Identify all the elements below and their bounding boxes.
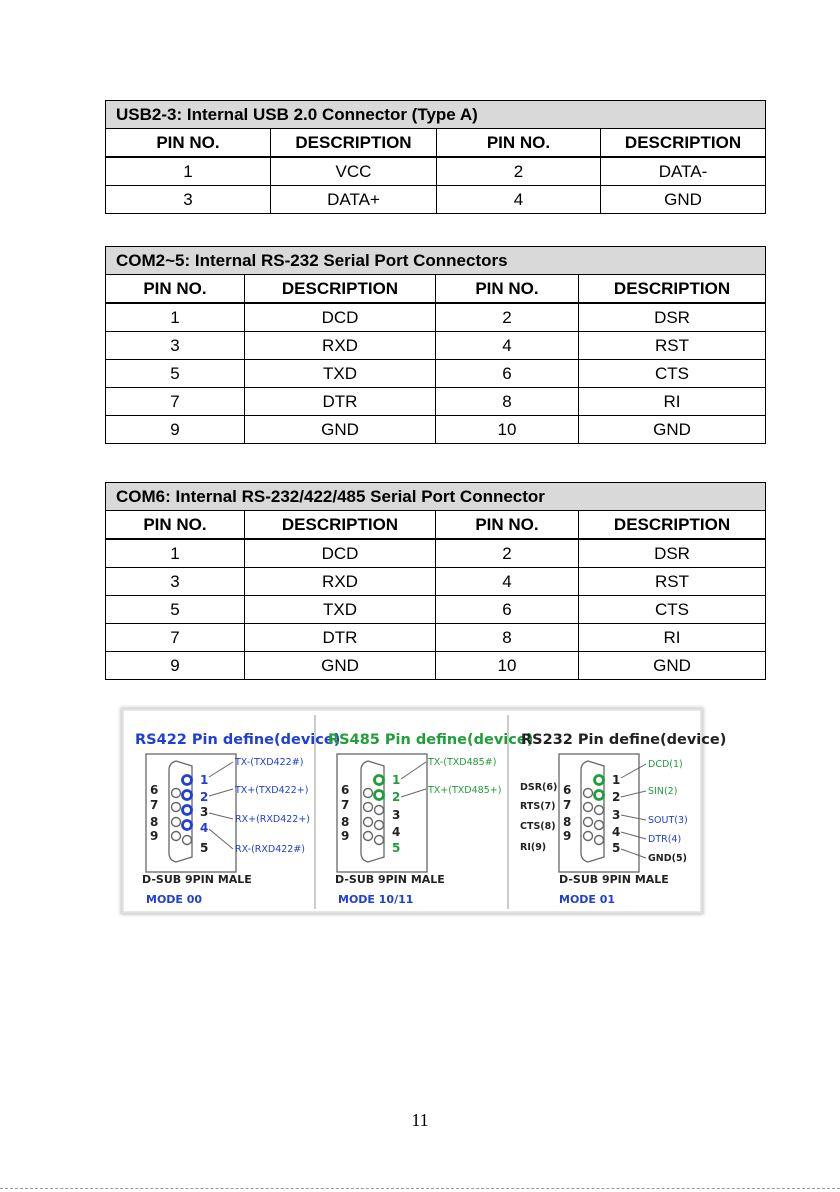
pin-hole <box>172 832 181 841</box>
pin-hole <box>364 818 373 827</box>
com2-5-table-title: COM2~5: Internal RS-232 Serial Port Connectors <box>106 247 766 275</box>
signal-label: TX+(TXD422+) <box>235 785 309 796</box>
signal-label: RTS(7) <box>520 801 556 812</box>
table-cell: VCC <box>271 157 437 186</box>
pin-number: 7 <box>563 798 572 812</box>
usb-table-title: USB2-3: Internal USB 2.0 Connector (Type A) <box>106 101 766 129</box>
table-cell: GND <box>579 416 766 444</box>
pin-number: 5 <box>200 841 209 855</box>
signal-label: DCD(1) <box>648 759 683 770</box>
pin-number: 4 <box>612 825 621 839</box>
pin-hole-active <box>183 776 192 785</box>
table-cell: 6 <box>436 360 579 388</box>
connector-type-label: D-SUB 9PIN MALE <box>559 873 669 886</box>
table-cell: RI <box>579 388 766 416</box>
table-cell: 1 <box>106 157 271 186</box>
com2-5-connector-table <box>105 246 766 444</box>
pin-hole <box>364 789 373 798</box>
table-row <box>106 416 766 444</box>
table-cell: DTR <box>245 388 436 416</box>
header-description: DESCRIPTION <box>601 129 766 158</box>
pin-number: 3 <box>200 805 209 819</box>
pin-hole <box>375 836 384 845</box>
pin-number: 1 <box>200 773 209 787</box>
pin-hole-active <box>183 821 192 830</box>
table-cell: 3 <box>106 186 271 214</box>
pin-number: 9 <box>150 829 159 843</box>
pin-number: 3 <box>612 808 621 822</box>
pin-number: 8 <box>563 815 572 829</box>
table-cell: GND <box>579 652 766 680</box>
table-cell: 6 <box>436 596 579 624</box>
header-pin-no: PIN NO. <box>436 275 579 304</box>
pin-hole-active <box>375 791 384 800</box>
rs232-title: RS232 Pin define(device) <box>521 732 727 748</box>
table-cell: DATA+ <box>271 186 437 214</box>
table-cell: 3 <box>106 332 245 360</box>
signal-label: TX-(TXD485#) <box>428 757 497 768</box>
header-description: DESCRIPTION <box>245 275 436 304</box>
pin-number: 1 <box>612 773 621 787</box>
pin-hole <box>172 803 181 812</box>
table-cell: 1 <box>106 303 245 332</box>
pin-hole <box>584 832 593 841</box>
signal-label: CTS(8) <box>520 821 556 832</box>
header-pin-no: PIN NO. <box>106 511 245 540</box>
table-cell: TXD <box>245 360 436 388</box>
pin-hole <box>375 806 384 815</box>
table-cell: 2 <box>436 303 579 332</box>
pin-hole <box>584 818 593 827</box>
pin-number: 5 <box>392 841 401 855</box>
table-cell: RXD <box>245 568 436 596</box>
table-cell: 7 <box>106 388 245 416</box>
table-row <box>106 157 766 186</box>
pin-hole-active <box>183 791 192 800</box>
table-cell: GND <box>245 652 436 680</box>
pin-hole <box>364 832 373 841</box>
pin-number: 6 <box>563 783 572 797</box>
header-pin-no: PIN NO. <box>106 275 245 304</box>
header-description: DESCRIPTION <box>245 511 436 540</box>
table-row <box>106 596 766 624</box>
table-cell: 1 <box>106 539 245 568</box>
table-cell: 10 <box>436 416 579 444</box>
pin-define-figure <box>122 709 727 913</box>
mode-label: MODE 01 <box>559 893 616 906</box>
table-cell: 4 <box>436 332 579 360</box>
com6-connector-table <box>105 482 766 680</box>
table-cell: RXD <box>245 332 436 360</box>
table-cell: CTS <box>579 596 766 624</box>
header-pin-no: PIN NO. <box>437 129 601 158</box>
rs422-title: RS422 Pin define(device) <box>135 732 341 748</box>
pin-hole <box>375 821 384 830</box>
pin-number: 7 <box>150 798 159 812</box>
table-row <box>106 303 766 332</box>
connector-type-label: D-SUB 9PIN MALE <box>142 873 252 886</box>
signal-label: RX+(RXD422+) <box>235 814 310 825</box>
signal-label: RX-(RXD422#) <box>235 844 305 855</box>
pin-number: 3 <box>392 808 401 822</box>
table-cell: 4 <box>436 568 579 596</box>
table-cell: 8 <box>436 624 579 652</box>
pin-hole <box>595 821 604 830</box>
pin-hole <box>172 789 181 798</box>
pin-hole-active <box>375 776 384 785</box>
signal-label: TX-(TXD422#) <box>235 757 304 768</box>
table-cell: 8 <box>436 388 579 416</box>
table-cell: DCD <box>245 303 436 332</box>
com6-table-title: COM6: Internal RS-232/422/485 Serial Port Connector <box>106 483 766 511</box>
table-cell: 5 <box>106 596 245 624</box>
table-cell: CTS <box>579 360 766 388</box>
mode-label: MODE 00 <box>146 893 203 906</box>
signal-label: RI(9) <box>520 842 547 853</box>
signal-label: GND(5) <box>648 853 687 864</box>
table-row <box>106 539 766 568</box>
table-cell: 9 <box>106 416 245 444</box>
table-cell: DTR <box>245 624 436 652</box>
pin-number: 5 <box>612 841 621 855</box>
pin-hole <box>183 836 192 845</box>
usb-connector-table <box>105 100 766 214</box>
pin-hole <box>364 803 373 812</box>
table-row <box>106 186 766 214</box>
table-cell: RST <box>579 568 766 596</box>
header-description: DESCRIPTION <box>271 129 437 158</box>
pin-number: 7 <box>341 798 350 812</box>
signal-label: DSR(6) <box>520 782 558 793</box>
table-cell: DSR <box>579 303 766 332</box>
pin-hole <box>584 789 593 798</box>
table-cell: 3 <box>106 568 245 596</box>
table-row <box>106 388 766 416</box>
table-row <box>106 652 766 680</box>
table-cell: 4 <box>437 186 601 214</box>
pin-number: 1 <box>392 773 401 787</box>
pin-number: 8 <box>150 815 159 829</box>
pin-number: 9 <box>563 829 572 843</box>
header-pin-no: PIN NO. <box>436 511 579 540</box>
header-description: DESCRIPTION <box>579 275 766 304</box>
pin-hole-active <box>595 776 604 785</box>
table-row <box>106 360 766 388</box>
signal-label: SIN(2) <box>648 786 678 797</box>
pin-number: 2 <box>612 790 621 804</box>
pin-number: 2 <box>392 790 401 804</box>
table-cell: GND <box>601 186 766 214</box>
pin-number: 2 <box>200 790 209 804</box>
signal-label: SOUT(3) <box>648 815 688 826</box>
table-row <box>106 332 766 360</box>
table-cell: DATA- <box>601 157 766 186</box>
pin-hole <box>595 806 604 815</box>
table-cell: 7 <box>106 624 245 652</box>
pin-number: 6 <box>150 783 159 797</box>
table-cell: RST <box>579 332 766 360</box>
rs485-title: RS485 Pin define(device) <box>328 732 534 748</box>
pin-number: 9 <box>341 829 350 843</box>
table-cell: 5 <box>106 360 245 388</box>
table-cell: 10 <box>436 652 579 680</box>
pin-hole-active <box>595 791 604 800</box>
header-description: DESCRIPTION <box>579 511 766 540</box>
pin-number: 4 <box>392 825 401 839</box>
table-row <box>106 624 766 652</box>
pin-hole <box>595 836 604 845</box>
table-cell: DSR <box>579 539 766 568</box>
table-cell: DCD <box>245 539 436 568</box>
pin-number: 8 <box>341 815 350 829</box>
pin-hole-active <box>183 806 192 815</box>
header-pin-no: PIN NO. <box>106 129 271 158</box>
table-row <box>106 568 766 596</box>
page-bottom-rule <box>0 1188 840 1189</box>
signal-label: DTR(4) <box>648 834 682 845</box>
table-cell: 9 <box>106 652 245 680</box>
table-cell: GND <box>245 416 436 444</box>
page-number: 11 <box>411 1110 429 1130</box>
table-cell: TXD <box>245 596 436 624</box>
pin-hole <box>172 818 181 827</box>
pin-number: 4 <box>200 821 209 835</box>
pin-define-diagram <box>122 709 727 913</box>
pin-hole <box>584 803 593 812</box>
table-cell: 2 <box>437 157 601 186</box>
mode-label: MODE 10/11 <box>338 893 414 906</box>
connector-type-label: D-SUB 9PIN MALE <box>335 873 445 886</box>
table-cell: 2 <box>436 539 579 568</box>
table-cell: RI <box>579 624 766 652</box>
signal-label: TX+(TXD485+) <box>428 785 502 796</box>
pin-number: 6 <box>341 783 350 797</box>
